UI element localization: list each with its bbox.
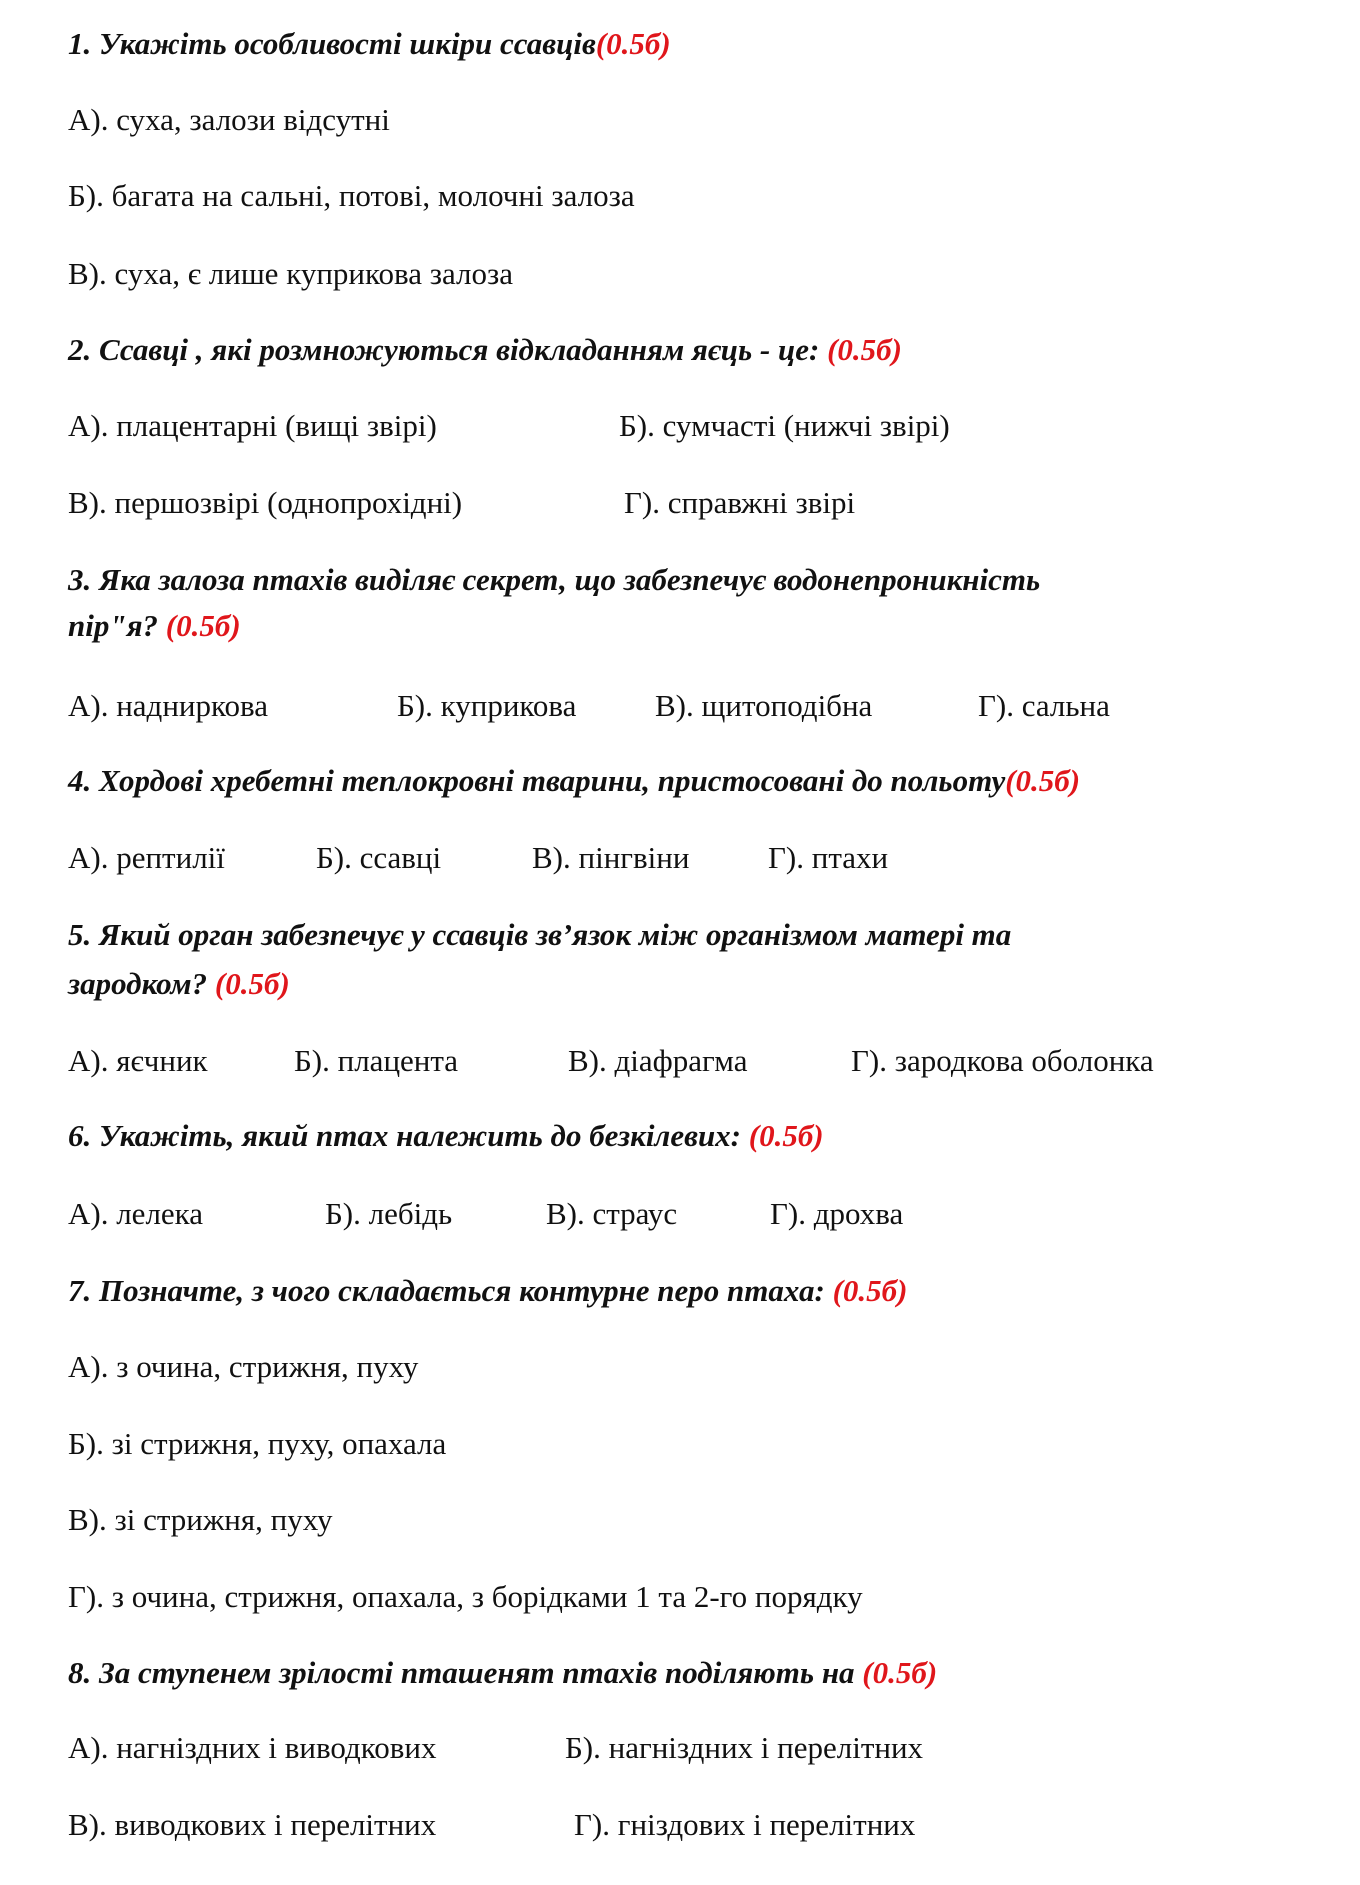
- question-7: [68, 1273, 907, 1309]
- option: В). щитоподібна: [655, 688, 873, 723]
- question-text: 4. Хордові хребетні теплокровні тварини, пристосовані до польоту: [68, 763, 1006, 798]
- option: Г). з очина, стрижня, опахала, з борідками 1 та 2-го порядку: [68, 1579, 863, 1614]
- option: В). діафрагма: [568, 1043, 748, 1078]
- points-label: (0.5б): [748, 1118, 824, 1153]
- option: Г). справжні звірі: [624, 485, 856, 520]
- question-text: 8. За ступенем зрілості пташенят птахів поділяють на: [68, 1655, 863, 1690]
- option: Б). сумчасті (нижчі звірі): [619, 408, 950, 443]
- option: В). зі стрижня, пуху: [68, 1502, 333, 1537]
- question-3: 3. Яка залоза птахів виділяє секрет, що забезпечує водонепроникність: [68, 562, 1041, 597]
- option: Б). куприкова: [397, 688, 577, 723]
- option: А). плацентарні (вищі звірі): [68, 408, 437, 443]
- question-text: 6. Укажіть, який птах належить до безкілевих:: [68, 1118, 749, 1153]
- question-text: 7. Позначте, з чого складається контурне перо птаха:: [68, 1273, 833, 1308]
- question-1: [68, 26, 671, 62]
- option: Б). нагніздних і перелітних: [565, 1730, 924, 1765]
- question-5: 5. Який орган забезпечує у ссавців зв’язок між організмом матері та: [68, 917, 1012, 952]
- option: А). нагніздних і виводкових: [68, 1730, 437, 1765]
- question-3-cont: [68, 608, 241, 644]
- points-label: (0.5б): [862, 1655, 938, 1690]
- question-text: 1. Укажіть особливості шкіри ссавців: [68, 26, 596, 61]
- option: А). суха, залози відсутні: [68, 102, 390, 137]
- question-6: [68, 1118, 824, 1154]
- points-label: (0.5б): [165, 608, 241, 643]
- question-text: пір"я?: [68, 608, 166, 643]
- option: Б). зі стрижня, пуху, опахала: [68, 1426, 447, 1461]
- option: Б). багата на сальні, потові, молочні залоза: [68, 178, 635, 213]
- points-label: (0.5б): [595, 26, 671, 61]
- option: В). виводкових і перелітних: [68, 1807, 437, 1842]
- option: А). з очина, стрижня, пуху: [68, 1349, 419, 1384]
- question-5-cont: [68, 966, 290, 1002]
- option: Г). зародкова оболонка: [851, 1043, 1154, 1078]
- option: Г). сальна: [978, 688, 1110, 723]
- question-2: [68, 332, 902, 368]
- question-text: 2. Ссавці , які розмножуються відкладанням яєць - це:: [68, 332, 828, 367]
- option: В). пінгвіни: [532, 840, 690, 875]
- points-label: (0.5б): [1005, 763, 1081, 798]
- points-label: (0.5б): [832, 1273, 908, 1308]
- option: А). надниркова: [68, 688, 268, 723]
- option: А). лелека: [68, 1196, 204, 1231]
- option: Г). гніздових і перелітних: [574, 1807, 916, 1842]
- option: Г). птахи: [768, 840, 889, 875]
- question-8: [68, 1655, 937, 1691]
- option: Б). ссавці: [316, 840, 442, 875]
- option: Б). плацента: [294, 1043, 459, 1078]
- option: В). страус: [546, 1196, 678, 1231]
- points-label: (0.5б): [827, 332, 902, 367]
- question-text: зародком?: [68, 966, 215, 1001]
- option: А). рептилії: [68, 840, 225, 875]
- option: Б). лебідь: [325, 1196, 453, 1231]
- option: Г). дрохва: [770, 1196, 904, 1231]
- option: В). першозвірі (однопрохідні): [68, 485, 463, 520]
- option: В). суха, є лише куприкова залоза: [68, 256, 513, 291]
- points-label: (0.5б): [214, 966, 290, 1001]
- option: А). яєчник: [68, 1043, 208, 1078]
- question-4: [68, 763, 1080, 799]
